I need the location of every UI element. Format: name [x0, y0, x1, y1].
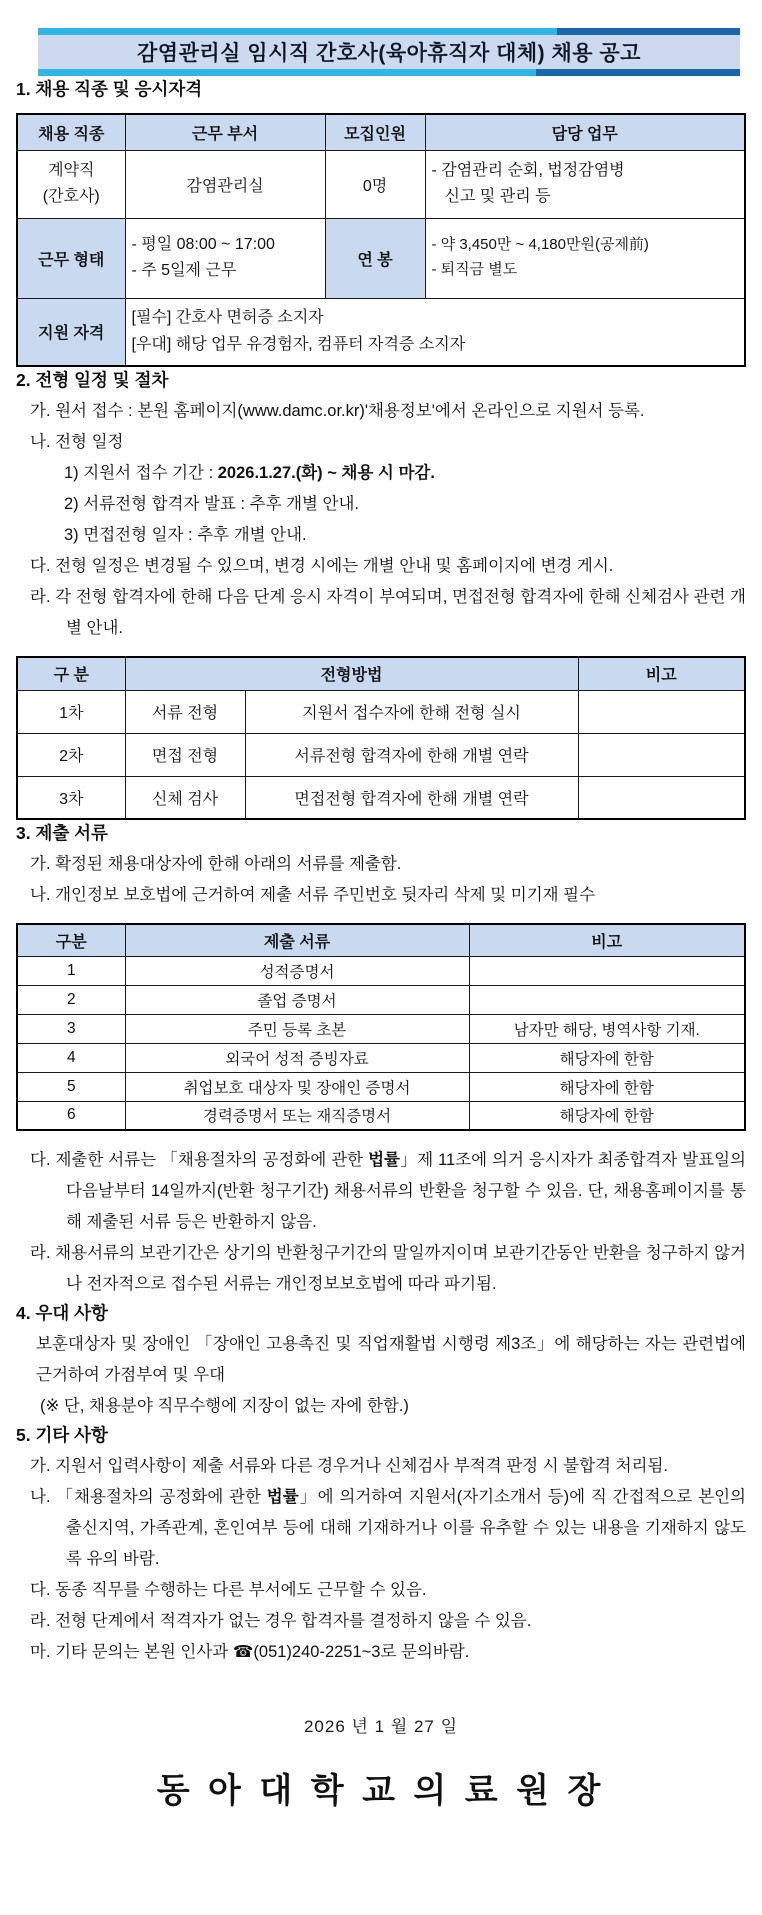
th-openings: 모집인원: [325, 114, 425, 150]
banner-top-bar-dark-segment: [557, 28, 740, 35]
law-name: 법률: [368, 1151, 400, 1169]
table-header-row: [17, 114, 745, 150]
table-row: [17, 1072, 745, 1101]
section-4-heading: 4. 우대 사항: [16, 1303, 108, 1323]
title-banner: [38, 28, 740, 76]
cell-remarks: 남자만 해당, 병역사항 기재.: [469, 1014, 745, 1043]
table-row: [17, 690, 745, 733]
selection-process-table: [16, 656, 746, 820]
list-item: 라. 각 전형 합격자에 한해 다음 단계 응시 자격이 부여되며, 면접전형 합격자에 한해 신체검사 관련 개별 안내.: [30, 588, 746, 637]
banner-top-bar-cyan-segment: [38, 28, 557, 35]
list-item: 나. 「채용절차의 공정화에 관한 법률」에 의거하여 지원서(자기소개서 등)에 직 간접적으로 본인의 출신지역, 가족관계, 혼인여부 등에 대해 기재하거나 이를 유추할 수 있는 내용을 기재하지 않도록 유의 바람.: [30, 1488, 746, 1568]
banner-top-bar: [38, 28, 740, 35]
issuer-signature: 동 아 대 학 교 의 료 원 장: [156, 1773, 606, 1810]
table-row: [17, 1043, 745, 1072]
table-row: [17, 985, 745, 1014]
th-stage: 구 분: [17, 657, 125, 690]
cell-salary: - 약 3,450만 ~ 4,180만원(공제前) - 퇴직금 별도: [425, 218, 745, 298]
section-5-heading: 5. 기타 사항: [16, 1425, 108, 1445]
cell-qualification-label: 지원 자격: [17, 298, 125, 366]
cell-remarks: [578, 690, 745, 733]
banner-bottom-bar-dark-segment: [536, 69, 740, 76]
cell-openings: 0명: [325, 150, 425, 218]
th-job-type: 채용 직종: [17, 114, 125, 150]
section-2-list: [16, 396, 746, 644]
cell-method-desc: 면접전형 합격자에 한해 개별 연락: [245, 776, 578, 819]
table-row: [17, 150, 745, 218]
application-deadline: 2026.1.27.(화) ~ 채용 시 마감.: [217, 464, 435, 482]
table-row: [17, 956, 745, 985]
list-item: 마. 기타 문의는 본원 인사과 ☎(051)240-2251~3로 문의바람.: [30, 1643, 470, 1661]
th-method: 전형방법: [125, 657, 578, 690]
cell-remarks: [469, 985, 745, 1014]
required-documents-table: [16, 923, 746, 1131]
th-remarks: 비고: [578, 657, 745, 690]
section-2-heading: 2. 전형 일정 및 절차: [16, 370, 169, 390]
banner-body: [38, 35, 740, 69]
list-item: 라. 채용서류의 보관기간은 상기의 반환청구기간의 말일까지이며 보관기간동안 반환을 청구하지 않거나 전자적으로 접수된 서류는 개인정보보호법에 따라 파기됨.: [30, 1244, 746, 1293]
cell-remarks: [578, 776, 745, 819]
section-3-heading: 3. 제출 서류: [16, 823, 108, 843]
cell-document: 외국어 성적 증빙자료: [125, 1043, 469, 1072]
cell-number: 3: [17, 1014, 125, 1043]
list-item: 다. 제출한 서류는 「채용절차의 공정화에 관한 법률」제 11조에 의거 응시자가 최종합격자 발표일의 다음날부터 14일까지(반환 청구기간) 채용서류의 반환을 청구할 수 있음. 단, 채용홈페이지를 통해 제출된 서류 등은 반환하지 않음.: [30, 1151, 746, 1231]
cell-document: 성적증명서: [125, 956, 469, 985]
list-subitem: 1) 지원서 접수 기간 : 2026.1.27.(화) ~ 채용 시 마감.: [64, 464, 435, 482]
cell-work-type-label: 근무 형태: [17, 218, 125, 298]
list-item: 가. 원서 접수 : 본원 홈페이지(www.damc.or.kr)'채용정보'에서 온라인으로 지원서 등록.: [30, 402, 645, 420]
th-duties: 담당 업무: [425, 114, 745, 150]
cell-method-desc: 지원서 접수자에 한해 전형 실시: [245, 690, 578, 733]
cell-remarks: 해당자에 한함: [469, 1101, 745, 1130]
section-4-body: 보훈대상자 및 장애인 「장애인 고용촉진 및 직업재활법 시행령 제3조」에 해당하는 자는 관련법에 근거하여 가점부여 및 우대: [36, 1335, 746, 1384]
cell-document: 취업보호 대상자 및 장애인 증명서: [125, 1072, 469, 1101]
cell-method-name: 서류 전형: [125, 690, 245, 733]
cell-remarks: 해당자에 한함: [469, 1043, 745, 1072]
phone-icon: ☎: [232, 1643, 254, 1661]
cell-method-name: 면접 전형: [125, 733, 245, 776]
cell-remarks: 해당자에 한함: [469, 1072, 745, 1101]
cell-number: 1: [17, 956, 125, 985]
cell-document: 주민 등록 초본: [125, 1014, 469, 1043]
list-item: 가. 확정된 채용대상자에 한해 아래의 서류를 제출함.: [30, 855, 402, 873]
table-header-row: [17, 924, 745, 956]
cell-work-hours: - 평일 08:00 ~ 17:00 - 주 5일제 근무: [125, 218, 325, 298]
th-document: 제출 서류: [125, 924, 469, 956]
list-item: 다. 전형 일정은 변경될 수 있으며, 변경 시에는 개별 안내 및 홈페이지에 변경 게시.: [30, 557, 614, 575]
table-row: [17, 298, 745, 366]
banner-bottom-bar-cyan-segment: [38, 69, 536, 76]
list-item: 나. 전형 일정: [30, 433, 124, 451]
cell-remarks: [469, 956, 745, 985]
cell-stage: 2차: [17, 733, 125, 776]
list-item: 나. 개인정보 보호법에 근거하여 제출 서류 주민번호 뒷자리 삭제 및 미기재 필수: [30, 886, 596, 904]
cell-number: 2: [17, 985, 125, 1014]
table-row: [17, 218, 745, 298]
cell-duties: - 감염관리 순회, 법정감염병 신고 및 관리 등: [425, 150, 745, 218]
cell-method-desc: 서류전형 합격자에 한해 개별 연락: [245, 733, 578, 776]
section-4-note: (※ 단, 채용분야 직무수행에 지장이 없는 자에 한함.): [40, 1397, 409, 1415]
cell-number: 4: [17, 1043, 125, 1072]
cell-department: 감염관리실: [125, 150, 325, 218]
cell-stage: 1차: [17, 690, 125, 733]
th-number: 구분: [17, 924, 125, 956]
cell-document: 졸업 증명서: [125, 985, 469, 1014]
recruitment-conditions-table: [16, 113, 746, 367]
banner-bottom-bar: [38, 69, 740, 76]
section-1-heading: 1. 채용 직종 및 응시자격: [16, 79, 203, 99]
cell-stage: 3차: [17, 776, 125, 819]
table-row: [17, 1101, 745, 1130]
table-row: [17, 1014, 745, 1043]
th-remarks: 비고: [469, 924, 745, 956]
section-3-list-continued: [16, 1145, 746, 1300]
cell-number: 6: [17, 1101, 125, 1130]
cell-qualifications: [필수] 간호사 면허증 소지자 [우대] 해당 업무 유경험자, 컴퓨터 자격증 소지자: [125, 298, 745, 366]
cell-remarks: [578, 733, 745, 776]
cell-number: 5: [17, 1072, 125, 1101]
table-row: [17, 776, 745, 819]
law-name: 법률: [266, 1488, 299, 1506]
cell-salary-label: 연 봉: [325, 218, 425, 298]
announcement-date: 2026 년 1 월 27 일: [303, 1717, 459, 1736]
cell-job-type: 계약직 (간호사): [17, 150, 125, 218]
cell-document: 경력증명서 또는 재직증명서: [125, 1101, 469, 1130]
list-item: 라. 전형 단계에서 적격자가 없는 경우 합격자를 결정하지 않을 수 있음.: [30, 1612, 532, 1630]
table-row: [17, 733, 745, 776]
table-header-row: [17, 657, 745, 690]
th-department: 근무 부서: [125, 114, 325, 150]
page-title: 감염관리실 임시직 간호사(육아휴직자 대체) 채용 공고: [137, 42, 641, 65]
section-5-list: [16, 1451, 746, 1668]
list-item: 가. 지원서 입력사항이 제출 서류와 다른 경우거나 신체검사 부적격 판정 시 불합격 처리됨.: [30, 1457, 668, 1475]
list-item: 다. 동종 직무를 수행하는 다른 부서에도 근무할 수 있음.: [30, 1581, 427, 1599]
section-3-list: [16, 849, 746, 911]
cell-method-name: 신체 검사: [125, 776, 245, 819]
list-subitem: 3) 면접전형 일자 : 추후 개별 안내.: [64, 526, 307, 544]
list-subitem: 2) 서류전형 합격자 발표 : 추후 개별 안내.: [64, 495, 360, 513]
